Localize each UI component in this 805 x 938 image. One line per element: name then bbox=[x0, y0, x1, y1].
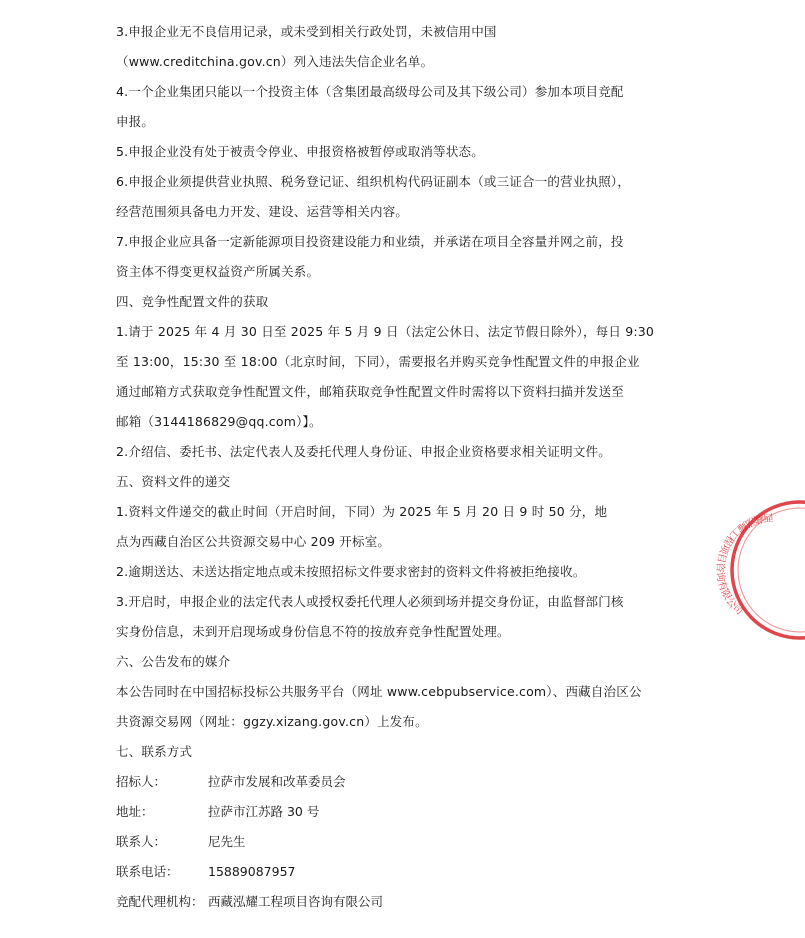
contact-value: 尼先生 bbox=[208, 834, 246, 849]
text-line: 本公告同时在中国招标投标公共服务平台（网址 www.cebpubservice.com）、西藏自治区公 bbox=[116, 684, 642, 699]
contact-row-person bbox=[116, 834, 246, 850]
contact-label: 联系人： bbox=[116, 834, 167, 849]
text-line: 2.介绍信、委托书、法定代表人及委托代理人身份证、申报企业资格要求相关证明文件。 bbox=[116, 444, 611, 459]
text-line: 实身份信息，未到开启现场或身份信息不符的按放弃竞争性配置处理。 bbox=[116, 624, 510, 639]
section-heading: 四、竞争性配置文件的获取 bbox=[116, 294, 269, 309]
text-line: 申报。 bbox=[116, 114, 155, 129]
text-line: 3.申报企业无不良信用记录，或未受到相关行政处罚，未被信用中国 bbox=[116, 24, 497, 39]
contact-value: 拉萨市江苏路 30 号 bbox=[208, 804, 320, 819]
text-line: 邮箱（3144186829@qq.com）】。 bbox=[116, 414, 322, 429]
contact-label: 联系电话： bbox=[116, 864, 179, 879]
text-line: 共资源交易网（网址：ggzy.xizang.gov.cn）上发布。 bbox=[116, 714, 428, 729]
company-seal-stamp bbox=[713, 500, 805, 640]
text-line: 6.申报企业须提供营业执照、税务登记证、组织机构代码证副本（或三证合一的营业执照）， bbox=[116, 174, 631, 189]
contact-row-address bbox=[116, 804, 319, 820]
text-line: 通过邮箱方式获取竞争性配置文件，邮箱获取竞争性配置文件时需将以下资料扫描并发送至 bbox=[116, 384, 625, 399]
contact-value: 拉萨市发展和改革委员会 bbox=[208, 774, 346, 789]
text-line: 点为西藏自治区公共资源交易中心 209 开标室。 bbox=[116, 534, 391, 549]
text-line: 2.逾期送达、未送达指定地点或未按照招标文件要求密封的资料文件将被拒绝接收。 bbox=[116, 564, 586, 579]
text-line: 4.一个企业集团只能以一个投资主体（含集团最高级母公司及其下级公司）参加本项目竞配 bbox=[116, 84, 624, 99]
text-line: 1.请于 2025 年 4 月 30 日至 2025 年 5 月 9 日（法定公休日、法定节假日除外），每日 9:30 bbox=[116, 324, 655, 339]
contact-value: 15889087957 bbox=[208, 864, 296, 879]
contact-label: 招标人： bbox=[116, 774, 167, 789]
section-heading: 五、资料文件的递交 bbox=[116, 474, 231, 489]
text-line: （www.creditchina.gov.cn）列入违法失信企业名单。 bbox=[116, 54, 434, 69]
text-line: 经营范围须具备电力开发、建设、运营等相关内容。 bbox=[116, 204, 409, 219]
contact-value: 西藏泓耀工程项目咨询有限公司 bbox=[208, 894, 384, 909]
contact-label: 竞配代理机构： bbox=[116, 894, 204, 909]
text-line: 资主体不得变更权益资产所属关系。 bbox=[116, 264, 320, 279]
text-line: 1.资料文件递交的截止时间（开启时间，下同）为 2025 年 5 月 20 日 9 时 50 分，地 bbox=[116, 504, 608, 519]
seal-text: 西藏泓耀工程项目咨询有限公司 bbox=[713, 510, 774, 618]
text-line: 7.申报企业应具备一定新能源项目投资建设能力和业绩，并承诺在项目全容量并网之前，投 bbox=[116, 234, 624, 249]
text-line: 至 13:00，15:30 至 18:00（北京时间，下同），需要报名并购买竞争性配置文件的申报企业 bbox=[116, 354, 640, 369]
contact-row-phone bbox=[116, 864, 295, 880]
text-line: 5.申报企业没有处于被责令停业、申报资格被暂停或取消等状态。 bbox=[116, 144, 484, 159]
text-line: 3.开启时，申报企业的法定代表人或授权委托代理人必须到场并提交身份证，由监督部门核 bbox=[116, 594, 624, 609]
section-heading: 六、公告发布的媒介 bbox=[116, 654, 231, 669]
contact-row-agency bbox=[116, 894, 383, 910]
section-heading: 七、联系方式 bbox=[116, 744, 193, 759]
contact-label: 地址： bbox=[116, 804, 154, 819]
contact-row-tenderer bbox=[116, 774, 346, 790]
